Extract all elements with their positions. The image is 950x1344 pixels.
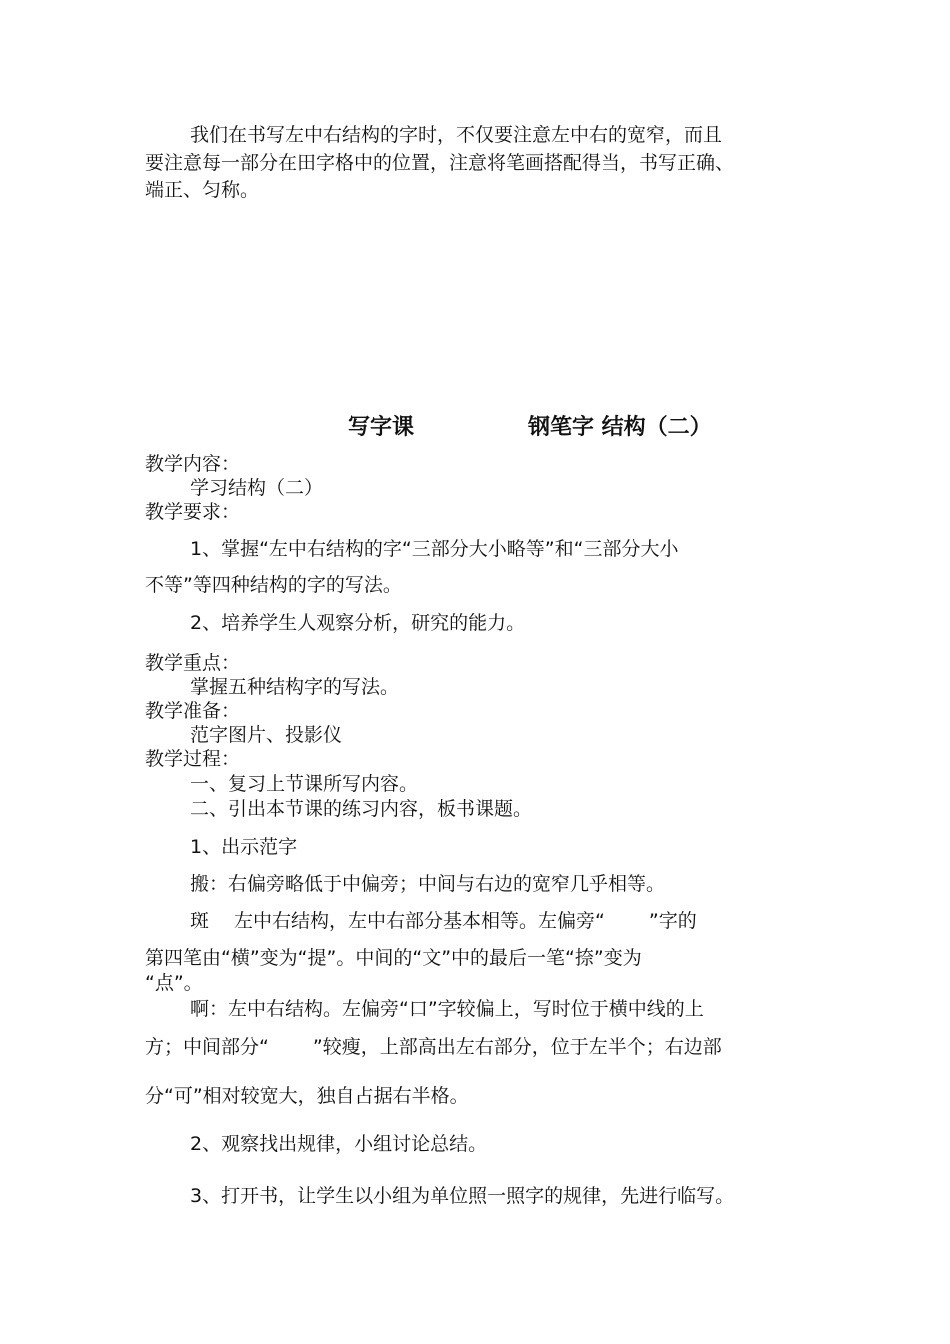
process-line-11: 2、观察找出规律，小组讨论总结。: [190, 1133, 488, 1155]
intro-line-2: 要注意每一部分在田字格中的位置，注意将笔画搭配得当，书写正确、: [145, 152, 735, 174]
lesson-type-title: 写字课: [348, 415, 415, 440]
process-line-6: 第四笔由“横”变为“提”。中间的“文”中的最后一笔“捺”变为: [145, 947, 642, 969]
process-line-12: 3、打开书，让学生以小组为单位照一照字的规律，先进行临写。: [190, 1185, 735, 1207]
preparation-text: 范字图片、投影仪: [190, 724, 343, 746]
lesson-topic-title: 钢笔字 结构（二）: [528, 415, 712, 440]
requirement-line-1: 1、掌握“左中右结构的字“三部分大小略等”和“三部分大小: [190, 538, 679, 560]
requirement-line-3: 2、培养学生人观察分析，研究的能力。: [190, 612, 526, 634]
requirements-label: 教学要求：: [145, 501, 241, 523]
process-line-3: 1、出示范字: [190, 836, 298, 858]
process-line-9: 方；中间部分“ ”较瘦，上部高出左右部分，位于左半个；右边部: [145, 1036, 722, 1058]
key-points-label: 教学重点：: [145, 652, 241, 674]
process-line-2: 二、引出本节课的练习内容，板书课题。: [190, 798, 533, 820]
process-line-10: 分“可”相对较宽大，独自占据右半格。: [145, 1085, 469, 1107]
process-line-5: 斑 左中右结构，左中右部分基本相等。左偏旁“ ”字的: [190, 910, 697, 932]
content-text: 学习结构（二）: [190, 477, 324, 499]
content-label: 教学内容：: [145, 453, 241, 475]
process-line-1: 一、复习上节课所写内容。: [190, 773, 419, 795]
requirement-line-2: 不等”等四种结构的字的写法。: [145, 574, 402, 596]
intro-line-3: 端正、匀称。: [145, 179, 260, 201]
process-line-4: 搬：右偏旁略低于中偏旁；中间与右边的宽窄几乎相等。: [190, 873, 666, 895]
process-label: 教学过程：: [145, 748, 241, 770]
intro-line-1: 我们在书写左中右结构的字时，不仅要注意左中右的宽窄，而且: [190, 124, 723, 146]
preparation-label: 教学准备：: [145, 700, 241, 722]
key-points-text: 掌握五种结构字的写法。: [190, 676, 400, 698]
process-line-7: “点”。: [145, 972, 203, 994]
process-line-8: 啊：左中右结构。左偏旁“口”字较偏上，写时位于横中线的上: [190, 998, 704, 1020]
